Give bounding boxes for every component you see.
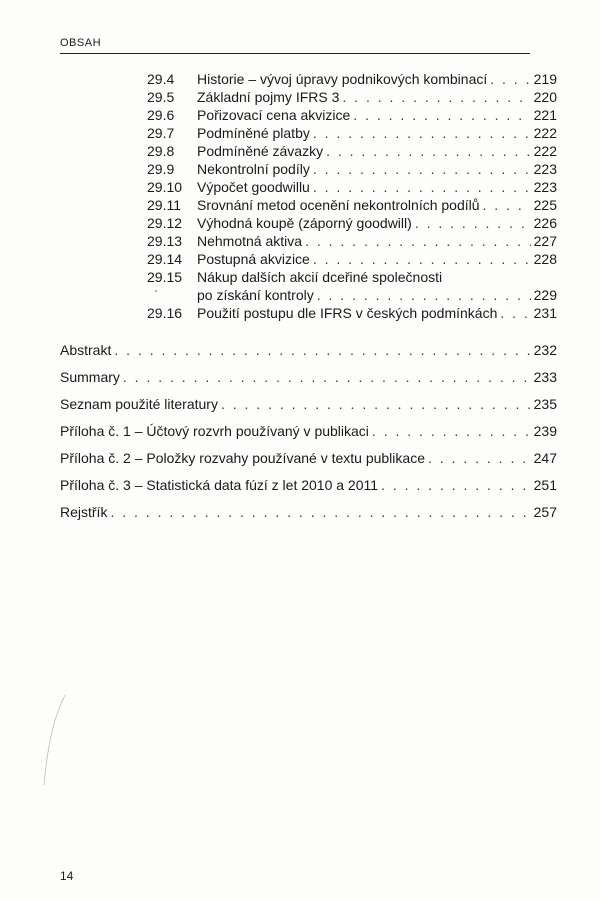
toc-entry-title: Příloha č. 2 – Položky rozvahy používané v textu publikace — [60, 450, 425, 466]
toc-entry-title: Seznam použité literatury — [60, 396, 218, 412]
toc-subentry-title: Použití postupu dle IFRS v českých podmínkách — [197, 305, 498, 321]
toc-subentry-number: 29.16 — [147, 305, 183, 321]
toc-entry — [60, 499, 557, 526]
dot-leader — [342, 88, 530, 106]
dot-leader — [221, 391, 531, 418]
toc-entry-page: 233 — [533, 369, 557, 385]
toc-subentry-number: 29.5 — [147, 89, 175, 105]
dot-leader — [305, 232, 531, 250]
toc-subentry-number: 29.11 — [147, 197, 181, 213]
toc-subentry-number: 29.4 — [147, 71, 175, 87]
toc-subentry — [147, 232, 557, 250]
dot-leader — [317, 286, 531, 304]
toc-subentry-title: Podmíněné platby — [197, 125, 310, 141]
dot-leader — [313, 178, 531, 196]
toc-entry — [60, 364, 557, 391]
toc-subentry-title: Podmíněné závazky — [197, 143, 324, 159]
toc-entry-page: 235 — [533, 396, 557, 412]
toc-subentry-page: 222 — [533, 125, 557, 141]
dot-leader — [381, 472, 531, 499]
toc-subentry-page: 219 — [533, 71, 557, 87]
toc-subentry-number: 29.8 — [147, 143, 175, 159]
toc-subentry-page: 223 — [533, 179, 557, 195]
toc-subentry — [147, 88, 557, 106]
toc-subentry-number: 29.7 — [147, 125, 175, 141]
toc-subentry — [147, 124, 557, 142]
toc-subentry-page: 223 — [533, 161, 557, 177]
toc-entry — [60, 337, 557, 364]
dot-leader — [415, 214, 531, 232]
toc-subentry-page: 227 — [533, 233, 557, 249]
toc-subentry — [147, 178, 557, 196]
toc-subentry-page: 220 — [533, 89, 557, 105]
toc-subentry-continuation — [147, 286, 557, 304]
toc-subentry-number: 29.13 — [147, 233, 183, 249]
dot-leader — [313, 250, 531, 268]
toc-entry-page: 251 — [533, 477, 557, 493]
toc-subentry-title: Pořizovací cena akvizice — [197, 107, 351, 123]
toc-entry-title: Příloha č. 3 – Statistická data fúzí z let 2010 a 2011 — [60, 477, 379, 493]
toc-entry-page: 257 — [533, 504, 557, 520]
toc-entry — [60, 391, 557, 418]
scan-speck — [155, 290, 157, 292]
dot-leader — [114, 337, 530, 364]
page-number: 14 — [60, 869, 74, 883]
toc-subentry-page: 226 — [533, 215, 557, 231]
toc-entry-page: 247 — [533, 450, 557, 466]
section-header: OBSAH — [60, 37, 102, 49]
dot-leader — [313, 124, 531, 142]
toc-subentry-page: 228 — [533, 251, 557, 267]
toc-subentry-number: 29.9 — [147, 161, 175, 177]
toc-entry — [60, 472, 557, 499]
toc-subentry-page: 222 — [533, 143, 557, 159]
toc-subentry-title: Nekontrolní podíly — [197, 161, 310, 177]
toc-subentry — [147, 214, 557, 232]
toc-subentry-page: 225 — [533, 197, 557, 213]
dot-leader — [123, 364, 531, 391]
toc-subentries — [147, 70, 557, 322]
toc-subentry — [147, 160, 557, 178]
dot-leader — [500, 304, 530, 322]
toc-subentry — [147, 250, 557, 268]
toc-subentry-title: Výhodná koupě (záporný goodwill) — [197, 215, 412, 231]
dot-leader — [483, 196, 531, 214]
toc-subentry-title: Základní pojmy IFRS 3 — [197, 89, 340, 105]
toc-subentry — [147, 304, 557, 322]
toc-subentry-title-line1: Nákup dalších akcií dceřiné společnosti — [197, 269, 443, 285]
toc-entry-title: Summary — [60, 369, 120, 385]
dot-leader — [313, 160, 531, 178]
dot-leader — [428, 445, 531, 472]
toc-subentry-page: 221 — [533, 107, 557, 123]
toc-subentry-title-line2: po získání kontroly — [197, 287, 314, 303]
toc-subentry — [147, 106, 557, 124]
dot-leader — [353, 106, 530, 124]
toc-subentry-title: Srovnání metod ocenění nekontrolních podílů — [197, 197, 480, 213]
toc-entry — [60, 445, 557, 472]
header-rule — [60, 53, 530, 54]
toc-entry-page: 239 — [533, 423, 557, 439]
toc-subentry-title: Postupná akvizice — [197, 251, 310, 267]
toc-entry-title: Rejstřík — [60, 504, 108, 520]
toc-subentry — [147, 142, 557, 160]
toc-entry-page: 232 — [533, 342, 557, 358]
dot-leader — [372, 418, 531, 445]
toc-subentry-title: Historie – vývoj úpravy podnikových kombinací — [197, 71, 488, 87]
toc-subentry-number: 29.12 — [147, 215, 183, 231]
toc-subentry-title: Výpočet goodwillu — [197, 179, 310, 195]
toc-entry-title: Příloha č. 1 – Účtový rozvrh používaný v publikaci — [60, 423, 369, 439]
toc-subentry-page: 231 — [533, 305, 557, 321]
dot-leader — [326, 142, 531, 160]
toc-subentry — [147, 70, 557, 88]
pencil-mark — [30, 690, 70, 790]
toc-subentry — [147, 268, 557, 286]
toc-subentry-number: 29.14 — [147, 251, 183, 267]
toc-entry — [60, 418, 557, 445]
toc-subentry-title: Nehmotná aktiva — [197, 233, 303, 249]
dot-leader — [110, 499, 530, 526]
toc-subentry-number: 29.10 — [147, 179, 183, 195]
toc-topentries — [60, 337, 557, 526]
toc-subentry-number: 29.15 — [147, 269, 183, 285]
toc-subentry-number: 29.6 — [147, 107, 175, 123]
toc-entry-title: Abstrakt — [60, 342, 112, 358]
dot-leader — [490, 70, 530, 88]
toc-subentry-page: 229 — [533, 287, 557, 303]
toc-subentry — [147, 196, 557, 214]
